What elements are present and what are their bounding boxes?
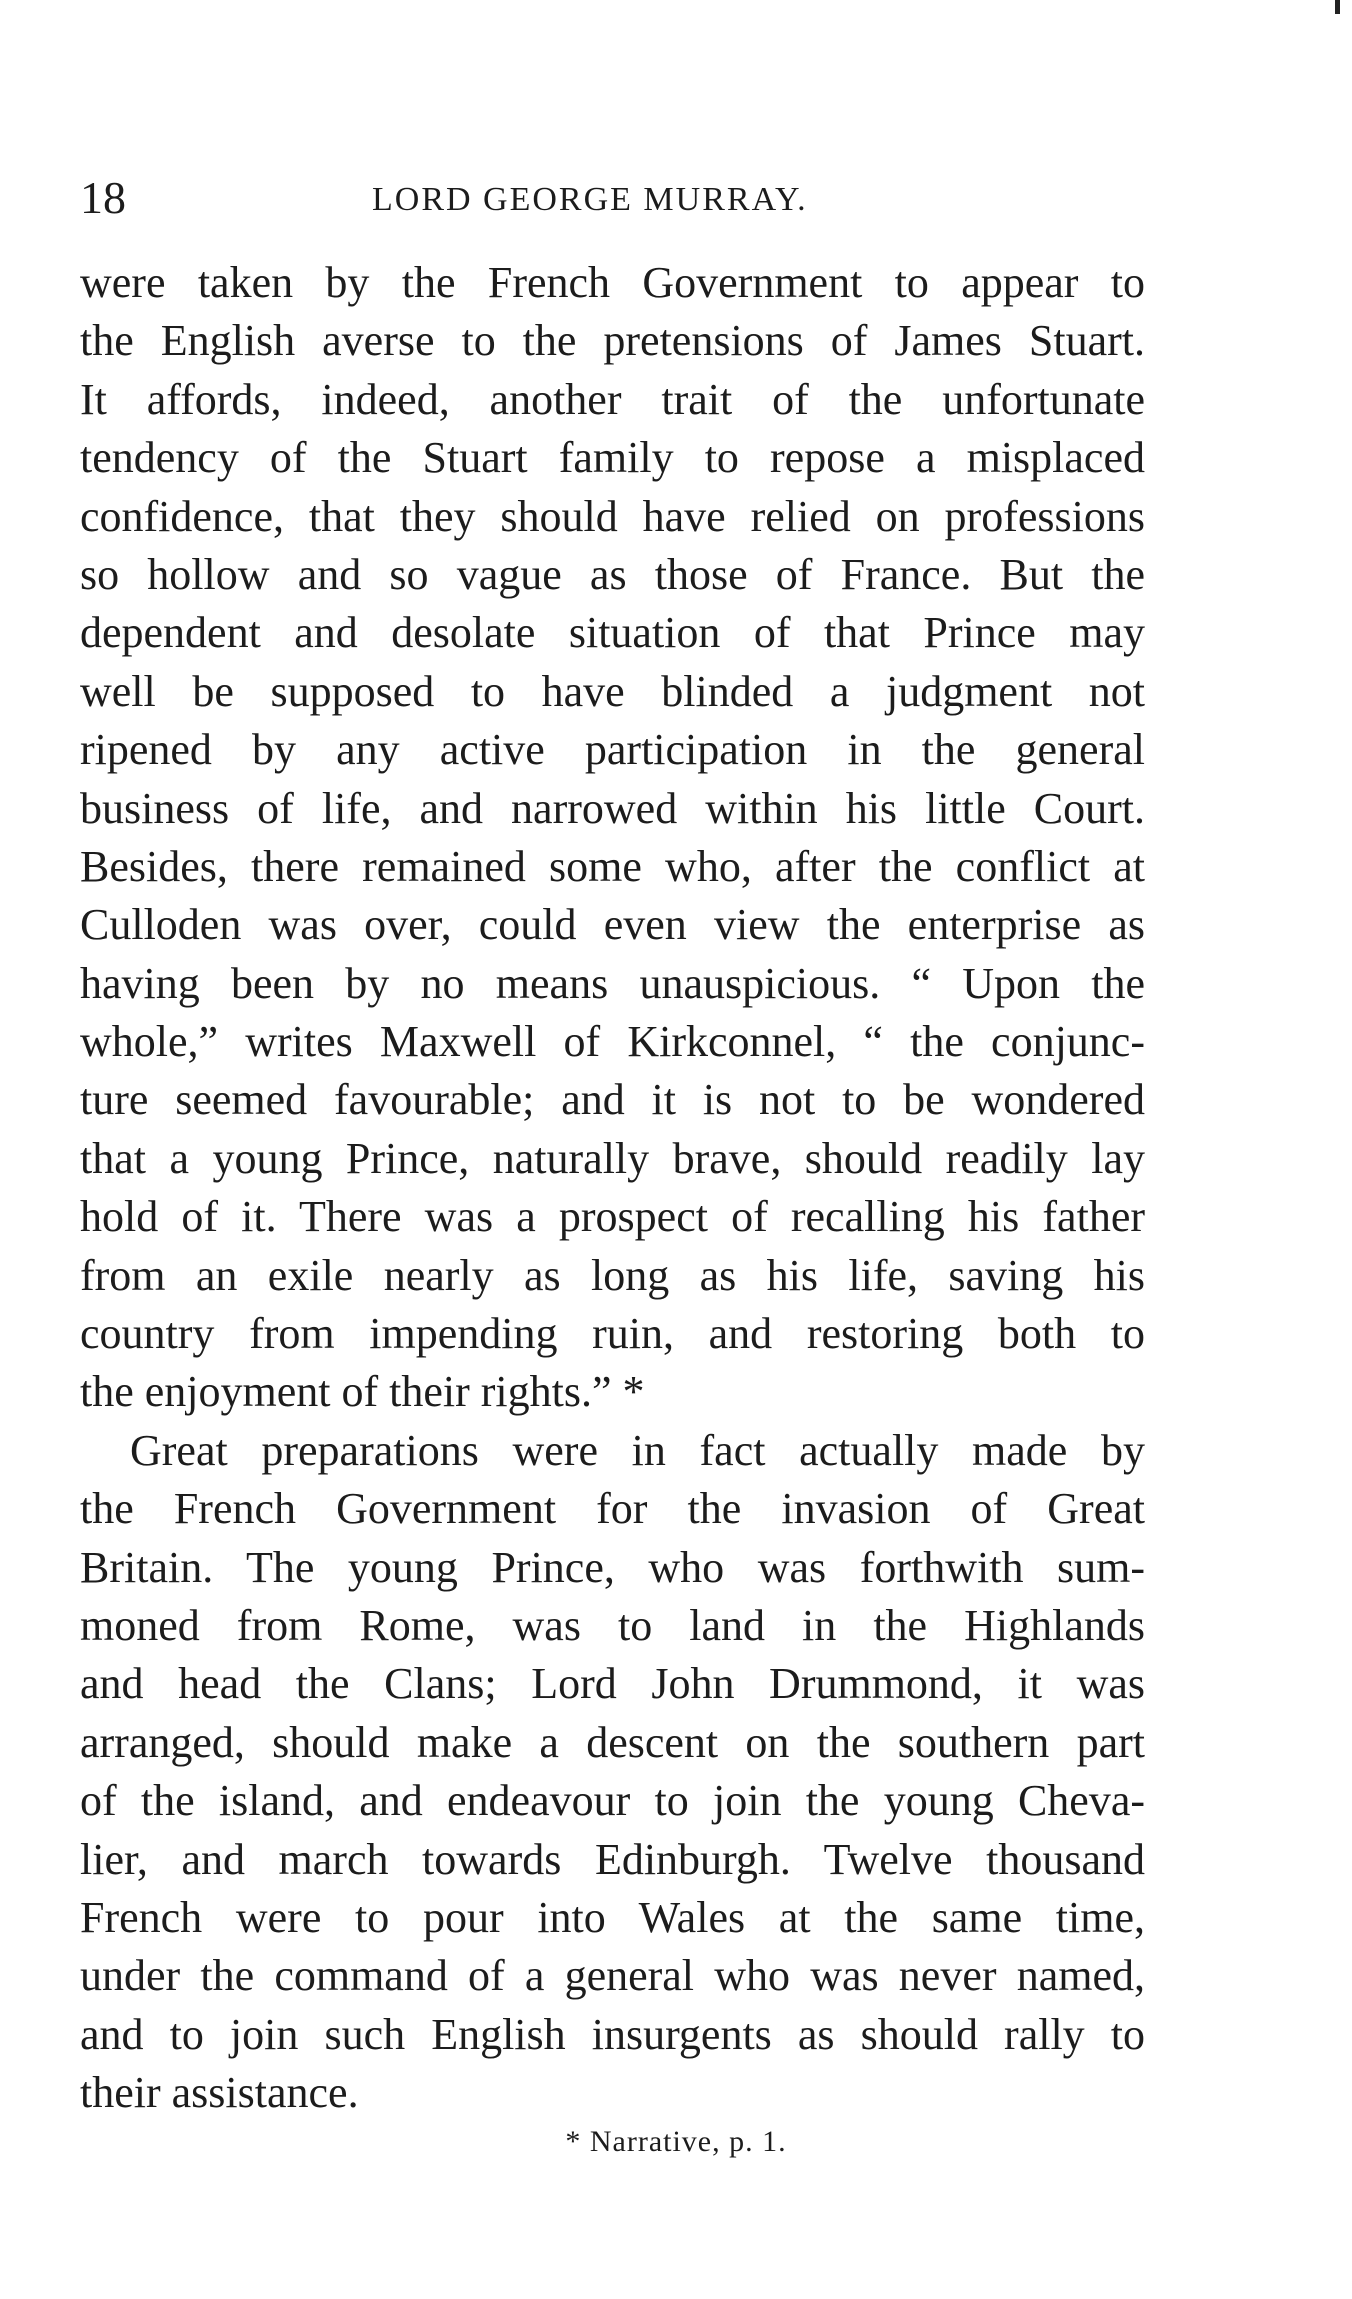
text-line: the English averse to the pretensions of James Stuart. bbox=[80, 316, 1145, 366]
text-line: business of life, and narrowed within his little Court. bbox=[80, 783, 1145, 833]
text-line: country from impending ruin, and restoring both to bbox=[80, 1309, 1145, 1359]
text-line: Culloden was over, could even view the enterprise as bbox=[80, 900, 1145, 950]
text-line: the French Government for the invasion of Great bbox=[80, 1484, 1145, 1534]
footnote: * Narrative, p. 1. bbox=[565, 2125, 787, 2158]
text-line: ripened by any active participation in the general bbox=[80, 725, 1145, 775]
text-line: It affords, indeed, another trait of the unfortunate bbox=[80, 374, 1145, 424]
page-header bbox=[80, 168, 1150, 228]
paragraph-1 bbox=[80, 254, 1145, 1422]
text-line: arranged, should make a descent on the southern part bbox=[80, 1717, 1145, 1767]
text-line: of the island, and endeavour to join the young Cheva- bbox=[80, 1776, 1145, 1826]
text-line: whole,” writes Maxwell of Kirkconnel, “ the conjunc- bbox=[80, 1017, 1145, 1067]
page-number: 18 bbox=[80, 172, 126, 223]
text-line: ture seemed favourable; and it is not to be wondered bbox=[80, 1075, 1145, 1125]
body-text bbox=[80, 254, 1145, 2123]
text-line: from an exile nearly as long as his life, saving his bbox=[80, 1250, 1145, 1300]
text-line: lier, and march towards Edinburgh. Twelve thousand bbox=[80, 1834, 1145, 1884]
text-line: Besides, there remained some who, after the conflict at bbox=[80, 841, 1145, 891]
text-line: tendency of the Stuart family to repose a misplaced bbox=[80, 433, 1145, 483]
text-line: Britain. The young Prince, who was forthwith sum- bbox=[80, 1542, 1145, 1592]
running-head: LORD GEORGE MURRAY. bbox=[372, 181, 808, 218]
text-line: Great preparations were in fact actually made by bbox=[130, 1425, 1145, 1475]
text-line: and to join such English insurgents as should rally to bbox=[80, 2009, 1145, 2059]
paragraph-2 bbox=[80, 1422, 1145, 2123]
text-line: were taken by the French Government to appear to bbox=[80, 258, 1145, 307]
text-line: and head the Clans; Lord John Drummond, it was bbox=[80, 1659, 1145, 1709]
text-line: the enjoyment of their rights.” * bbox=[80, 1367, 645, 1417]
text-line: well be supposed to have blinded a judgment not bbox=[80, 666, 1145, 716]
text-line: dependent and desolate situation of that Prince may bbox=[80, 608, 1145, 658]
text-line: French were to pour into Wales at the same time, bbox=[80, 1892, 1145, 1942]
edge-mark bbox=[1335, 0, 1340, 14]
text-line: moned from Rome, was to land in the Highlands bbox=[80, 1600, 1145, 1650]
text-line: under the command of a general who was never named, bbox=[80, 1951, 1145, 2001]
text-line: their assistance. bbox=[80, 2068, 359, 2118]
text-line: having been by no means unauspicious. “ Upon the bbox=[80, 958, 1145, 1008]
text-line: hold of it. There was a prospect of recalling his father bbox=[80, 1192, 1145, 1242]
text-line: so hollow and so vague as those of France. But the bbox=[80, 549, 1145, 599]
text-line: confidence, that they should have relied on professions bbox=[80, 491, 1145, 541]
text-line: that a young Prince, naturally brave, should readily lay bbox=[80, 1133, 1145, 1183]
